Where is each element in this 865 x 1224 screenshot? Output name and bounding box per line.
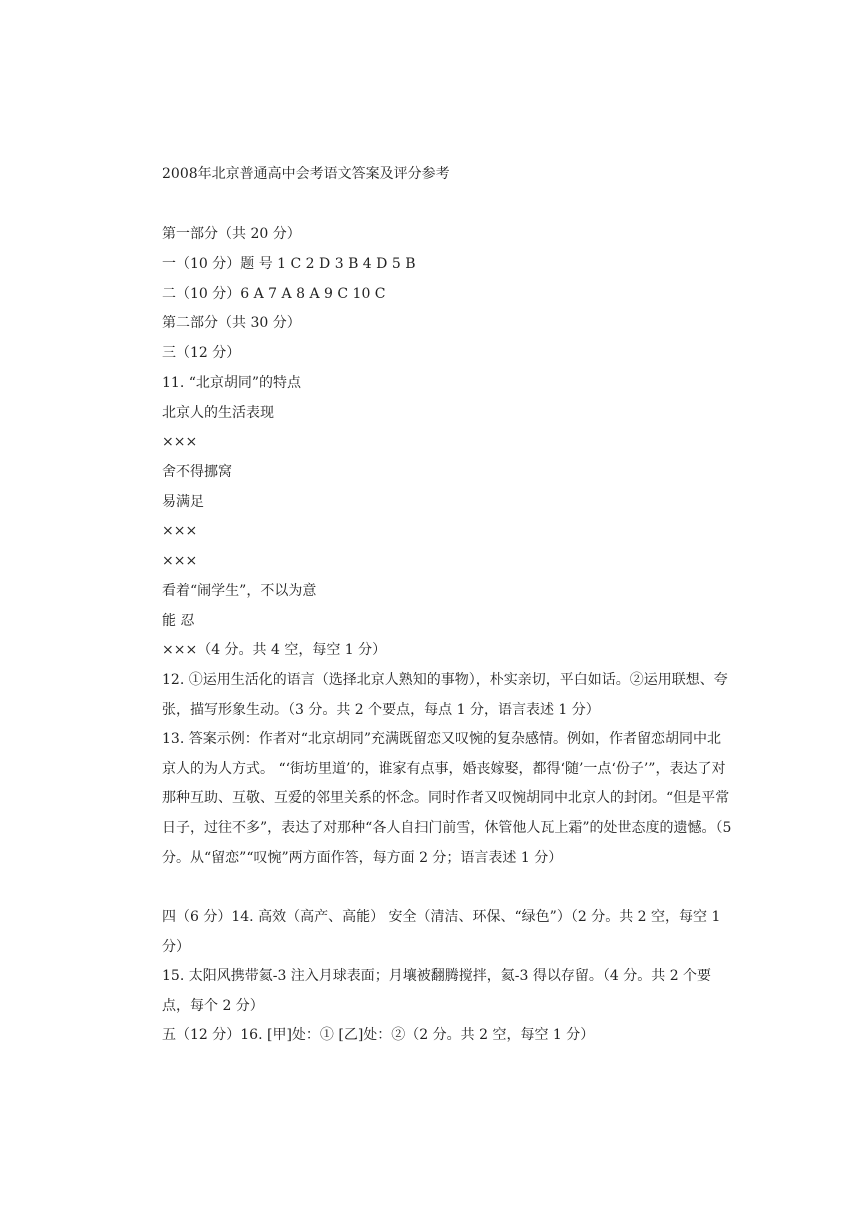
q14-answer (162, 903, 732, 962)
q13-answer (162, 725, 732, 874)
q11-line: ××× (162, 553, 198, 569)
q13-text: 13. 答案示例：作者对“北京胡同”充满既留恋又叹惋的复杂感情。例如，作者留恋胡同中北京人的为人方式。 “‘街坊里道’的，谁家有点事，婚丧嫁娶，都得‘随’一点‘份子’”，表达了对那种互助、互敬、互爱的邻里关系的怀念。同时作者又叹惋胡同中北京人的封闭。“但是平常日子，过往不多”，表达了对那种“各人自扫门前雪，休管他人瓦上霜”的处世态度的遗憾。（5 分。从“留恋”“叹惋”两方面作答，每方面 2 分；语言表述 1 分） (162, 731, 732, 866)
q16-answer (162, 1021, 732, 1051)
q12-answer (162, 666, 732, 725)
q11-heading: 11. “北京胡同”的特点 (162, 375, 302, 391)
q11-line: 看着“闹学生”，不以为意 (162, 583, 317, 599)
q15-answer (162, 962, 732, 1021)
q11-line: 北京人的生活表现 (162, 405, 274, 421)
section-three-heading: 三（12 分） (162, 345, 241, 361)
q16-text: 五（12 分）16. [甲]处：① [乙]处：②（2 分。共 2 空，每空 1 分） (162, 1027, 595, 1043)
document-title: 2008年北京普通高中会考语文答案及评分参考 (162, 166, 450, 182)
q11-line: ××× (162, 523, 198, 539)
section-part-one: 第一部分（共 20 分） (162, 226, 301, 242)
q11-line: 易满足 (162, 494, 204, 510)
q11-line: 能 忍 (162, 613, 195, 629)
section-part-two: 第二部分（共 30 分） (162, 315, 301, 331)
answer-line-section-2: 二（10 分）6 A 7 A 8 A 9 C 10 C (162, 286, 386, 302)
q11-line: ××× (162, 434, 198, 450)
q15-text: 15. 太阳风携带氦-3 注入月球表面；月壤被翻腾搅拌，氦-3 得以存留。（4 分。共 2 个要点，每个 2 分） (162, 968, 712, 1014)
q14-text: 四（6 分）14. 高效（高产、高能） 安全（清洁、环保、“绿色”）（2 分。共 2 空，每空 1 分） (162, 909, 721, 955)
q11-line: 舍不得挪窝 (162, 464, 232, 480)
q12-text: 12. ①运用生活化的语言（选择北京人熟知的事物），朴实亲切，平白如话。②运用联想、夸张，描写形象生动。（3 分。共 2 个要点，每点 1 分，语言表述 1 分） (162, 672, 728, 718)
q11-score-line: ×××（4 分。共 4 空，每空 1 分） (162, 642, 387, 658)
answer-line-section-1: 一（10 分）题 号 1 C 2 D 3 B 4 D 5 B (162, 256, 416, 272)
